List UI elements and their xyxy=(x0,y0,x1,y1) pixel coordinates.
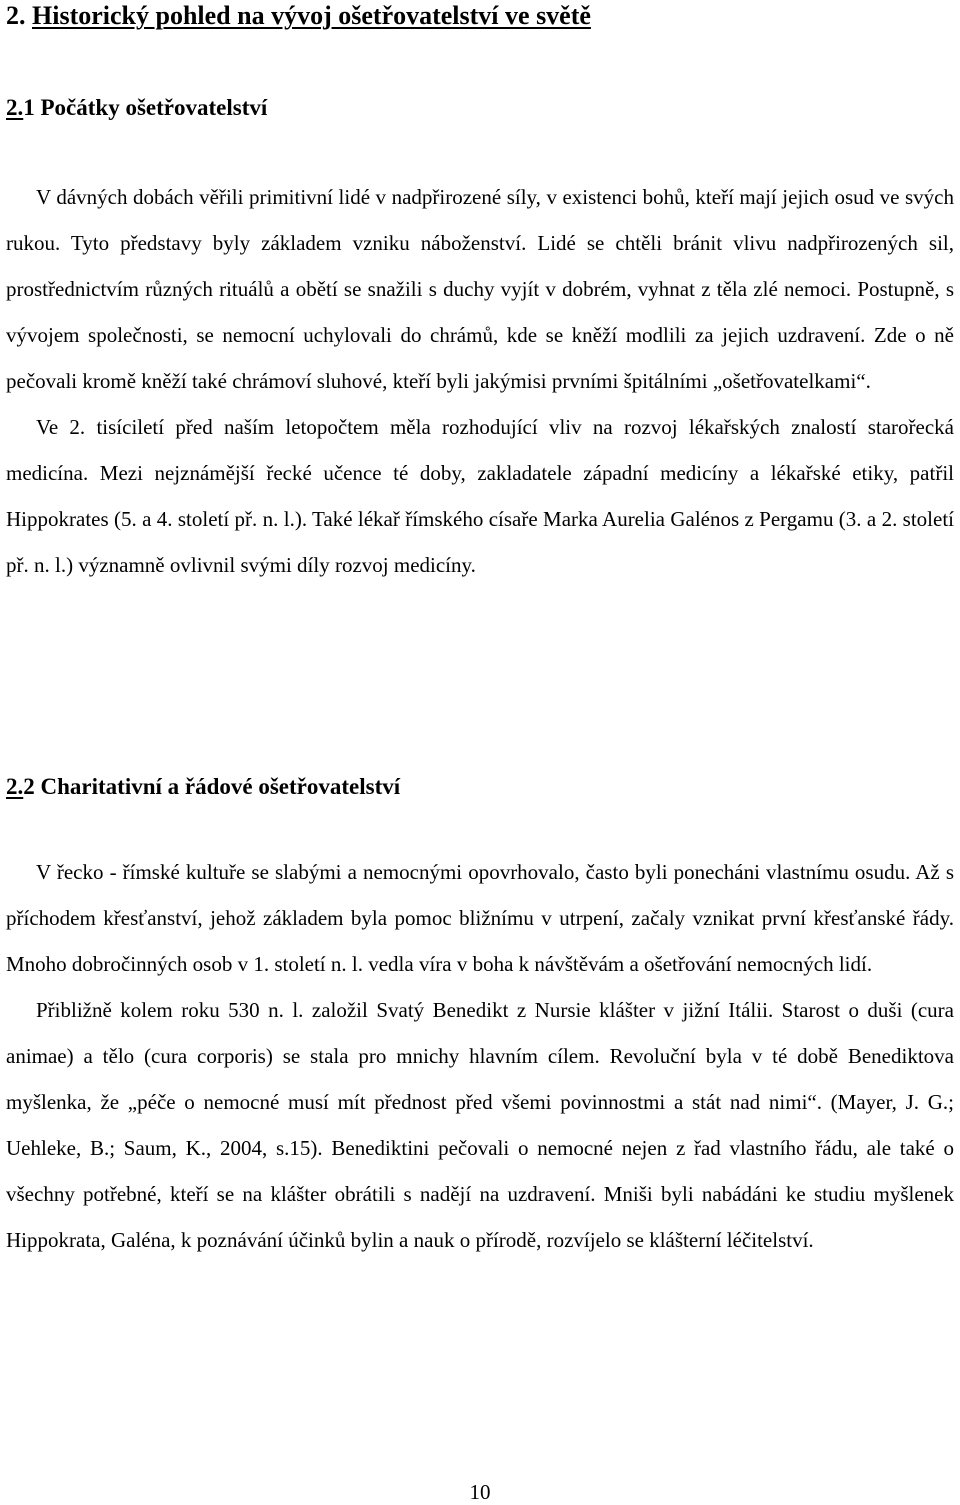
section-body xyxy=(6,174,954,588)
paragraph: Ve 2. tisíciletí před naším letopočtem měla rozhodující vliv na rozvoj lékařských znalostí starořecká medicína. Mezi nejznámější řecké učence té doby, zakladatele západní medicíny a lékařské etiky, patřil Hippokrates (5. a 4. století př. n. l.). Také lékař římského císaře Marka Aurelia Galénos z Pergamu (3. a 2. století př. n. l.) významně ovlivnil svými díly rozvoj medicíny. xyxy=(6,415,954,577)
chapter-title: Historický pohled na vývoj ošetřovatelství ve světě xyxy=(32,1,591,30)
paragraph: V řecko - římské kultuře se slabými a nemocnými opovrhovalo, často byli ponecháni vlastnímu osudu. Až s příchodem křesťanství, jehož základem byla pomoc bližnímu v utrpení, začaly vznikat první křesťanské řády. Mnoho dobročinných osob v 1. století n. l. vedla víra v boha k návštěvám a ošetřování nemocných lidí. xyxy=(6,860,954,976)
section-body xyxy=(6,849,954,1263)
page-number: 10 xyxy=(469,1480,491,1504)
section-number-suffix: 1 xyxy=(23,95,35,120)
paragraph: Přibližně kolem roku 530 n. l. založil Svatý Benedikt z Nursie klášter v jižní Itálii. Starost o duši (cura animae) a tělo (cura corporis) se stala pro mnichy hlavním cílem. Revoluční byla v té době Benediktova myšlenka, že „péče o nemocné musí mít přednost před všemi povinnostmi a stát nad nimi“. (Mayer, J. G.; Uehleke, B.; Saum, K., 2004, s.15). Benediktini pečovali o nemocné nejen z řad vlastního řádu, ale také o všechny potřebné, kteří se na klášter obrátili s nadějí na uzdravení. Mniši byli nabádáni ke studiu myšlenek Hippokrata, Galéna, k poznávání účinků bylin a nauk o přírodě, rozvíjelo se klášterní léčitelství. xyxy=(6,998,954,1252)
section-number-prefix: 2. xyxy=(6,774,24,799)
section-title: Počátky ošetřovatelství xyxy=(40,95,268,120)
section-heading xyxy=(6,772,400,802)
chapter-heading xyxy=(6,0,591,32)
chapter-number: 2. xyxy=(6,1,26,30)
section-number-prefix: 2. xyxy=(6,95,24,120)
section-title: Charitativní a řádové ošetřovatelství xyxy=(40,774,401,799)
section-heading xyxy=(6,93,267,123)
paragraph: V dávných dobách věřili primitivní lidé v nadpřirozené síly, v existenci bohů, kteří mají jejich osud ve svých rukou. Tyto představy byly základem vzniku náboženství. Lidé se chtěli bránit vlivu nadpřirozených sil, prostřednictvím různých rituálů a obětí se snažili s duchy vyjít v dobrém, vyhnat z těla zlé nemoci. Postupně, s vývojem společnosti, se nemocní uchylovali do chrámů, kde se kněží modlili za jejich uzdravení. Zde o ně pečovali kromě kněží také chrámoví sluhové, kteří byli jakýmisi prvními špitálními „ošetřovatelkami“. xyxy=(6,185,954,393)
section-number-suffix: 2 xyxy=(23,774,35,799)
